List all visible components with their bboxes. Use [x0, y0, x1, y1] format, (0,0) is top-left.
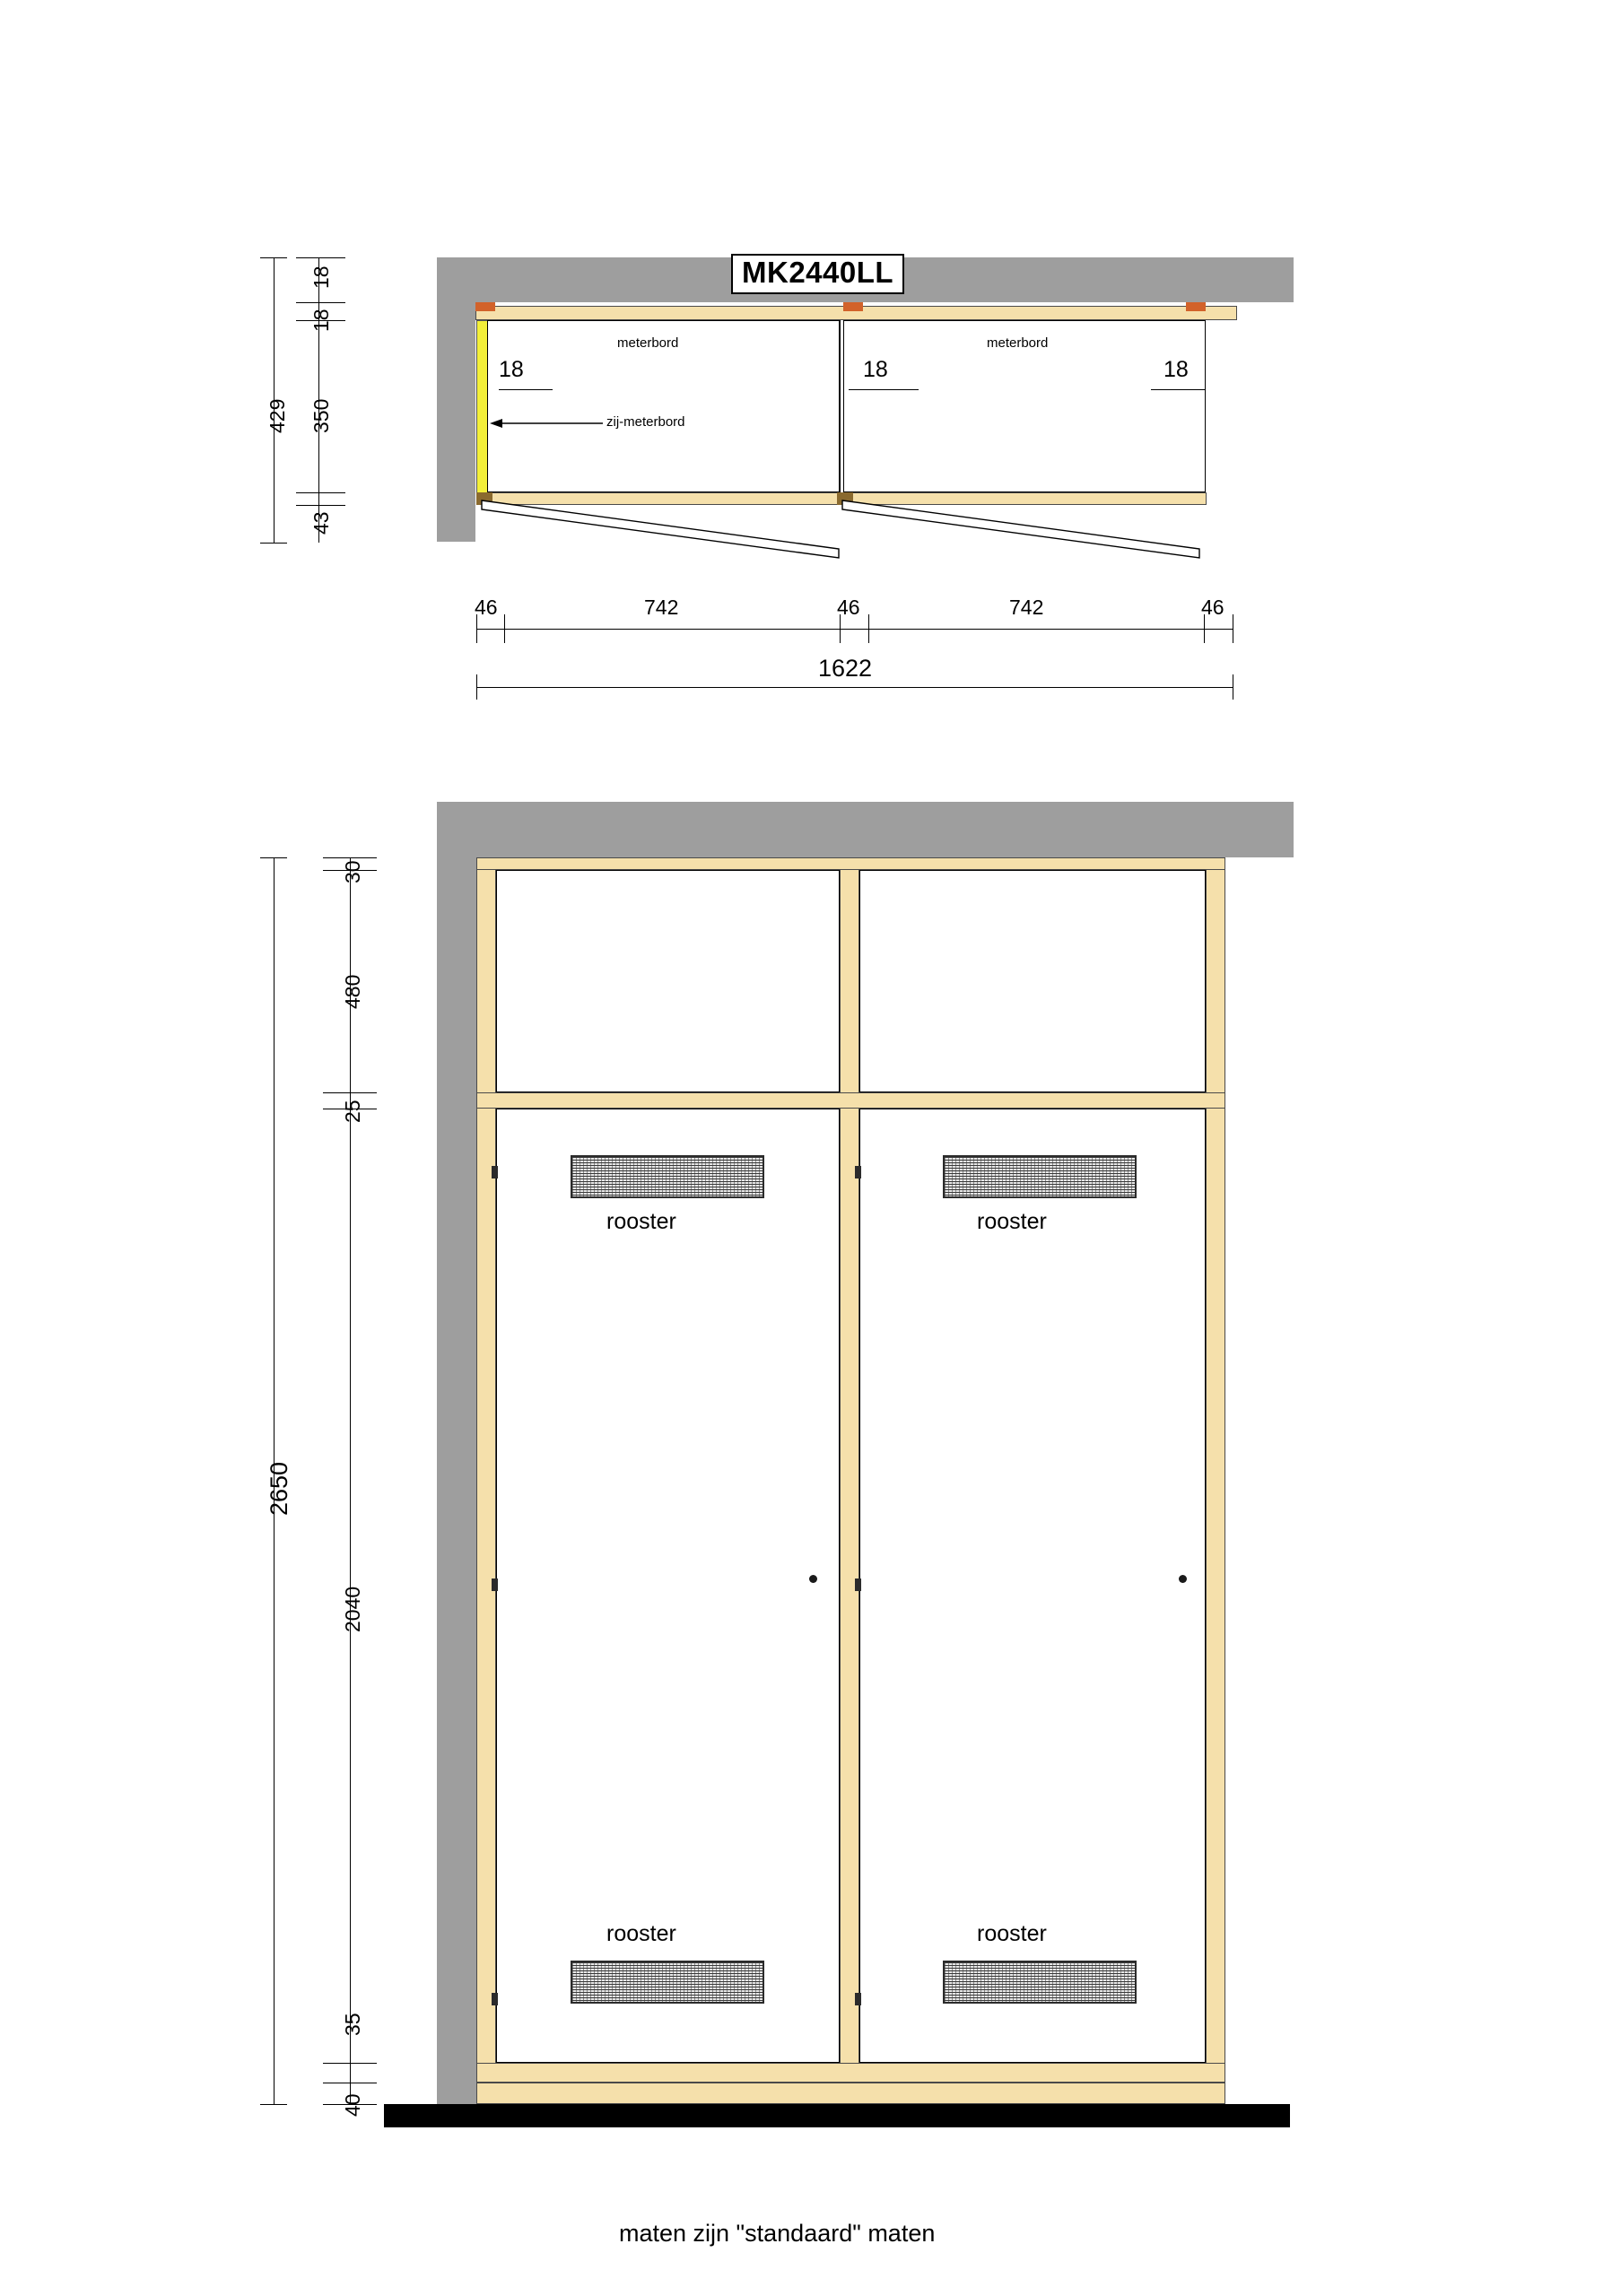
frame-rail-mid [476, 1092, 1225, 1109]
hinge-right-mid [855, 1578, 861, 1591]
floor-slab [384, 2104, 1290, 2127]
label-meterbord-left: meterbord [617, 335, 679, 351]
dim-seg-742-a [504, 629, 840, 630]
top-view-block-left [475, 302, 495, 311]
label-rooster-bottom-left: rooster [606, 1921, 676, 1946]
rooster-top-left [571, 1155, 764, 1198]
zij-meterbord-arrow [488, 414, 605, 432]
dim-fv-40: 40 [341, 2093, 364, 2117]
label-thickness-left: 18 [499, 357, 524, 382]
dim-seg-46-a [476, 629, 504, 630]
dim-line-fv-35 [350, 2063, 351, 2083]
door-left[interactable] [496, 1109, 840, 2063]
top-view-door-swing-right [837, 499, 1214, 561]
dim-fv-30: 30 [341, 860, 364, 883]
dim-fv-35: 35 [341, 2013, 364, 2036]
rooster-top-right [943, 1155, 1137, 1198]
dim-tick-fv-total-bot [260, 2104, 287, 2105]
hinge-right-bottom [855, 1993, 861, 2005]
dim-tv-46-b: 46 [837, 596, 860, 619]
dim-tick-fv-total-top [260, 857, 287, 858]
hinge-left-bottom [492, 1993, 498, 2005]
top-view-divider-mid [840, 320, 841, 492]
dim-tick-tv-2 [296, 302, 345, 303]
top-view-block-mid [843, 302, 863, 311]
dim-tv-46-a: 46 [475, 596, 498, 619]
dim-tick-tv-4 [296, 492, 345, 493]
leader-thickness-mid [849, 389, 919, 390]
hinge-left-mid [492, 1578, 498, 1591]
frame-rail-top [476, 857, 1225, 870]
dim-fv-2040: 2040 [341, 1586, 364, 1632]
dim-tick-tv-1 [296, 257, 345, 258]
dim-tick-429-top [260, 257, 287, 258]
door-lock-left[interactable] [809, 1575, 817, 1583]
front-view-wall-top [437, 802, 1294, 857]
dim-tv-18-second: 18 [309, 309, 333, 332]
upper-panel-left [496, 870, 840, 1092]
dim-tv-43: 43 [309, 511, 333, 535]
label-zij-meterbord: zij-meterbord [606, 414, 685, 430]
dim-fv-total: 2650 [266, 1461, 292, 1516]
dim-tv-742-a: 742 [644, 596, 679, 619]
dim-tv-742-b: 742 [1009, 596, 1044, 619]
label-meterbord-right: meterbord [987, 335, 1049, 351]
page-title: MK2440LL [731, 254, 904, 294]
dim-ext-total-left [476, 674, 477, 700]
door-lock-right[interactable] [1179, 1575, 1187, 1583]
rooster-bottom-right [943, 1961, 1137, 2004]
leader-thickness-left [499, 389, 553, 390]
dim-seg-46-c [1204, 629, 1233, 630]
hinge-left-top [492, 1166, 498, 1178]
door-right[interactable] [859, 1109, 1206, 2063]
dim-tick-tv-5 [296, 505, 345, 506]
label-thickness-right: 18 [1163, 357, 1189, 382]
frame-post-right [1206, 857, 1225, 2104]
rooster-bottom-left [571, 1961, 764, 2004]
drawing-caption: maten zijn "standaard" maten [619, 2220, 936, 2247]
dim-tv-350: 350 [309, 398, 333, 433]
dim-line-total-1622 [476, 687, 1233, 688]
front-view-wall-left [437, 802, 479, 2107]
top-view-wall-left [437, 257, 475, 542]
frame-rail-bottom [476, 2063, 1225, 2083]
frame-post-left [476, 857, 496, 2104]
upper-panel-right [859, 870, 1206, 1092]
top-view-door-swing-left [476, 499, 853, 561]
dim-fv-480: 480 [341, 974, 364, 1009]
leader-thickness-right [1151, 389, 1205, 390]
label-rooster-bottom-right: rooster [977, 1921, 1047, 1946]
dim-seg-46-b [840, 629, 868, 630]
top-view-block-right [1186, 302, 1206, 311]
dim-tv-18-top: 18 [309, 265, 333, 289]
dim-fv-25: 25 [341, 1100, 364, 1123]
dim-seg-742-b [868, 629, 1204, 630]
frame-post-center [840, 857, 859, 2104]
label-thickness-mid: 18 [863, 357, 888, 382]
frame-plinth [476, 2083, 1225, 2104]
label-rooster-top-right: rooster [977, 1209, 1047, 1234]
dim-tv-total: 1622 [818, 655, 873, 682]
label-rooster-top-left: rooster [606, 1209, 676, 1234]
hinge-right-top [855, 1166, 861, 1178]
dim-tv-46-c: 46 [1201, 596, 1224, 619]
dim-tick-429-bot [260, 543, 287, 544]
dim-tv-429: 429 [266, 398, 289, 433]
